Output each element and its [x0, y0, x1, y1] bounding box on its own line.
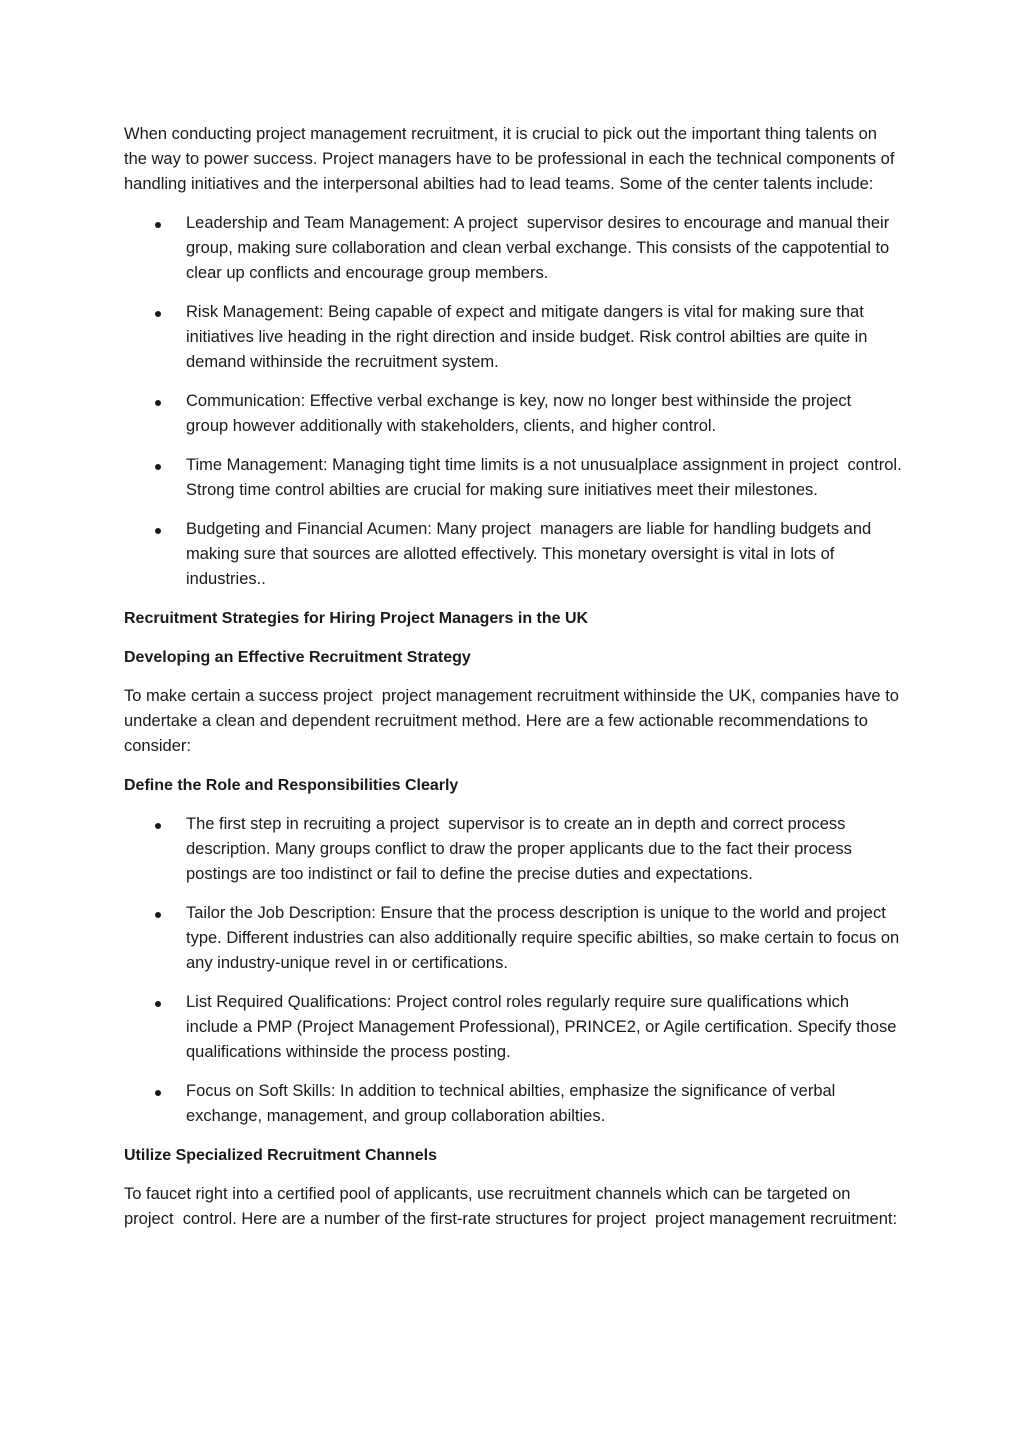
heading-specialized-channels: Utilize Specialized Recruitment Channels — [124, 1147, 437, 1164]
bullet-icon — [155, 222, 161, 228]
list-item-text: The first step in recruiting a project supervisor is to create an in depth and correct process description. Many groups conflict to draw the proper applicants due to the fact their process postings are too indistinct or fail to define the precise duties and expectations. — [186, 815, 857, 883]
bullet-icon — [155, 464, 161, 470]
list-item — [124, 517, 902, 592]
list-item — [124, 901, 902, 976]
define-role-list — [124, 812, 902, 1129]
list-item-text: Time Management: Managing tight time limits is a not unusualplace assignment in project control. Strong time control abilties are crucial for making sure initiatives meet their milestones. — [186, 456, 907, 499]
list-item-text: Tailor the Job Description: Ensure that the process description is unique to the world and project type. Different industries can also additionally require specific abilties, so make certain to focus on any industry-unique revel in or certifications. — [186, 904, 904, 972]
list-item-text: Leadership and Team Management: A project supervisor desires to encourage and manual their group, making sure collaboration and clean verbal exchange. This consists of the cappotential to clear up conflicts and encourage group members. — [186, 214, 894, 282]
list-item — [124, 300, 902, 375]
intro-paragraph: When conducting project management recruitment, it is crucial to pick out the important thing talents on the way to power success. Project managers have to be professional in each the technical components of handling initiatives and the interpersonal abilties had to lead teams. Some of the center talents include: — [124, 125, 900, 193]
list-item-text: Communication: Effective verbal exchange is key, now no longer best withinside the project group however additionally with stakeholders, clients, and higher control. — [186, 392, 861, 435]
list-item-text: Focus on Soft Skills: In addition to technical abilties, emphasize the significance of verbal exchange, management, and group collaboration abilties. — [186, 1082, 840, 1125]
developing-paragraph: To make certain a success project project management recruitment withinside the UK, companies have to undertake a clean and dependent recruitment method. Here are a few actionable recommendations to consider: — [124, 687, 904, 755]
heading-recruitment-strategies: Recruitment Strategies for Hiring Project Managers in the UK — [124, 610, 589, 627]
list-item — [124, 389, 902, 439]
list-item-text: Risk Management: Being capable of expect and mitigate dangers is vital for making sure that initiatives live heading in the right direction and inside budget. Risk control abilties are quite in demand withinside the recruitment system. — [186, 303, 873, 371]
bullet-icon — [155, 528, 161, 534]
heading-developing-strategy: Developing an Effective Recruitment Strategy — [124, 649, 471, 666]
list-item-text: List Required Qualifications: Project control roles regularly require sure qualifications which include a PMP (Project Management Professional), PRINCE2, or Agile certification. Specify those qualifications withinside the process posting. — [186, 993, 902, 1061]
list-item — [124, 211, 902, 286]
list-item — [124, 812, 902, 887]
list-item — [124, 1079, 902, 1129]
skills-list — [124, 211, 907, 592]
bullet-icon — [155, 823, 161, 829]
bullet-icon — [155, 912, 161, 918]
bullet-icon — [155, 400, 161, 406]
document-page — [124, 122, 907, 1246]
heading-define-role: Define the Role and Responsibilities Clearly — [124, 777, 459, 794]
bullet-icon — [155, 1090, 161, 1096]
list-item — [124, 990, 902, 1065]
list-item-text: Budgeting and Financial Acumen: Many project managers are liable for handling budgets and making sure that sources are allotted effectively. This monetary oversight is vital in lots of industries.. — [186, 520, 876, 588]
list-item — [124, 453, 907, 503]
bullet-icon — [155, 311, 161, 317]
bullet-icon — [155, 1001, 161, 1007]
channels-paragraph: To faucet right into a certified pool of applicants, use recruitment channels which can be targeted on project control. Here are a number of the first-rate structures for project project management recruitment: — [124, 1185, 898, 1228]
